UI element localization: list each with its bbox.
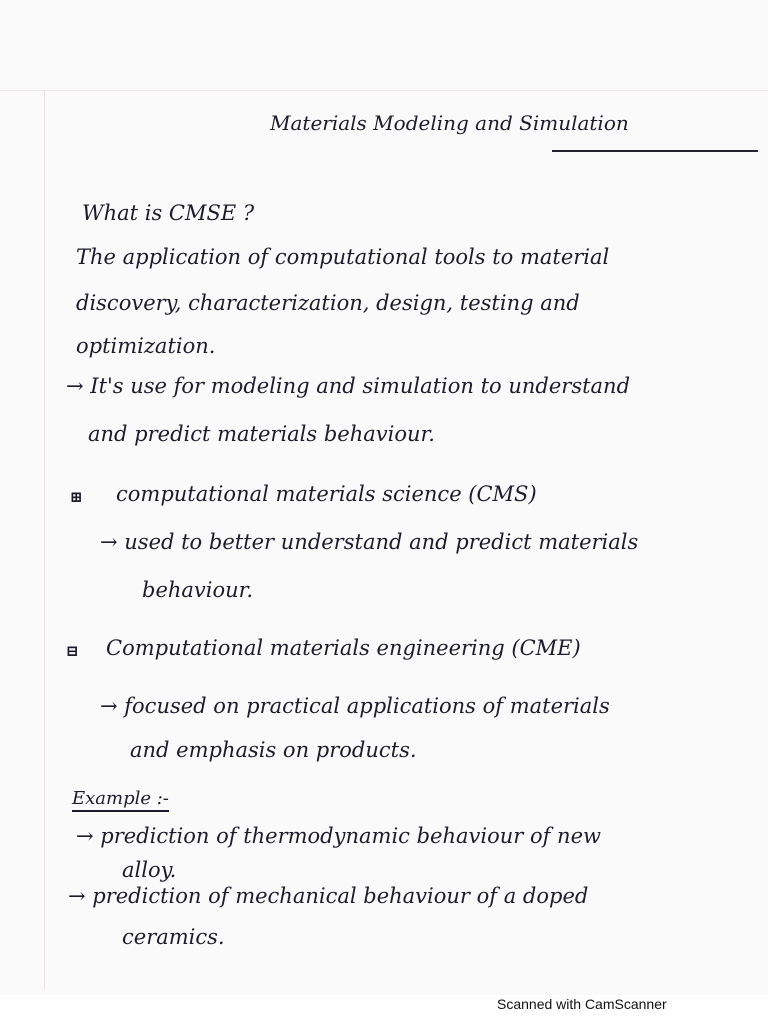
scanner-watermark: Scanned with CamScanner — [497, 996, 667, 1012]
cme-heading: Computational materials engineering (CME) — [106, 636, 581, 660]
use-note-line-1: → It's use for modeling and simulation to understand — [66, 374, 631, 398]
example-item-2-line-2: ceramics. — [122, 925, 225, 949]
definition-line-3: optimization. — [76, 334, 216, 358]
cme-description-line-2: and emphasis on products. — [130, 738, 417, 762]
definition-line-2: discovery, characterization, design, testing and — [76, 291, 580, 315]
page-title: Materials Modeling and Simulation — [270, 111, 629, 135]
example-item-2-line-1: → prediction of mechanical behaviour of a doped — [68, 884, 589, 908]
cme-description-line-1: → focused on practical applications of materials — [100, 694, 610, 718]
page-top-rule — [0, 90, 768, 91]
cms-description-line-1: → used to better understand and predict materials — [100, 530, 639, 554]
cme-bullet-icon: ⊟ — [66, 642, 79, 660]
page-margin-line — [44, 90, 45, 990]
cms-description-line-2: behaviour. — [142, 578, 254, 602]
cms-heading: computational materials science (CMS) — [116, 482, 537, 506]
example-item-1-line-1: → prediction of thermodynamic behaviour of new — [76, 824, 601, 848]
cms-bullet-icon: ⊞ — [70, 488, 83, 506]
cmse-question: What is CMSE ? — [82, 201, 255, 225]
example-item-1-line-2: alloy. — [122, 858, 177, 882]
use-note-line-2: and predict materials behaviour. — [88, 422, 435, 446]
definition-line-1: The application of computational tools to material — [76, 245, 610, 269]
example-heading: Example :- — [72, 788, 169, 812]
title-underline — [552, 150, 758, 152]
